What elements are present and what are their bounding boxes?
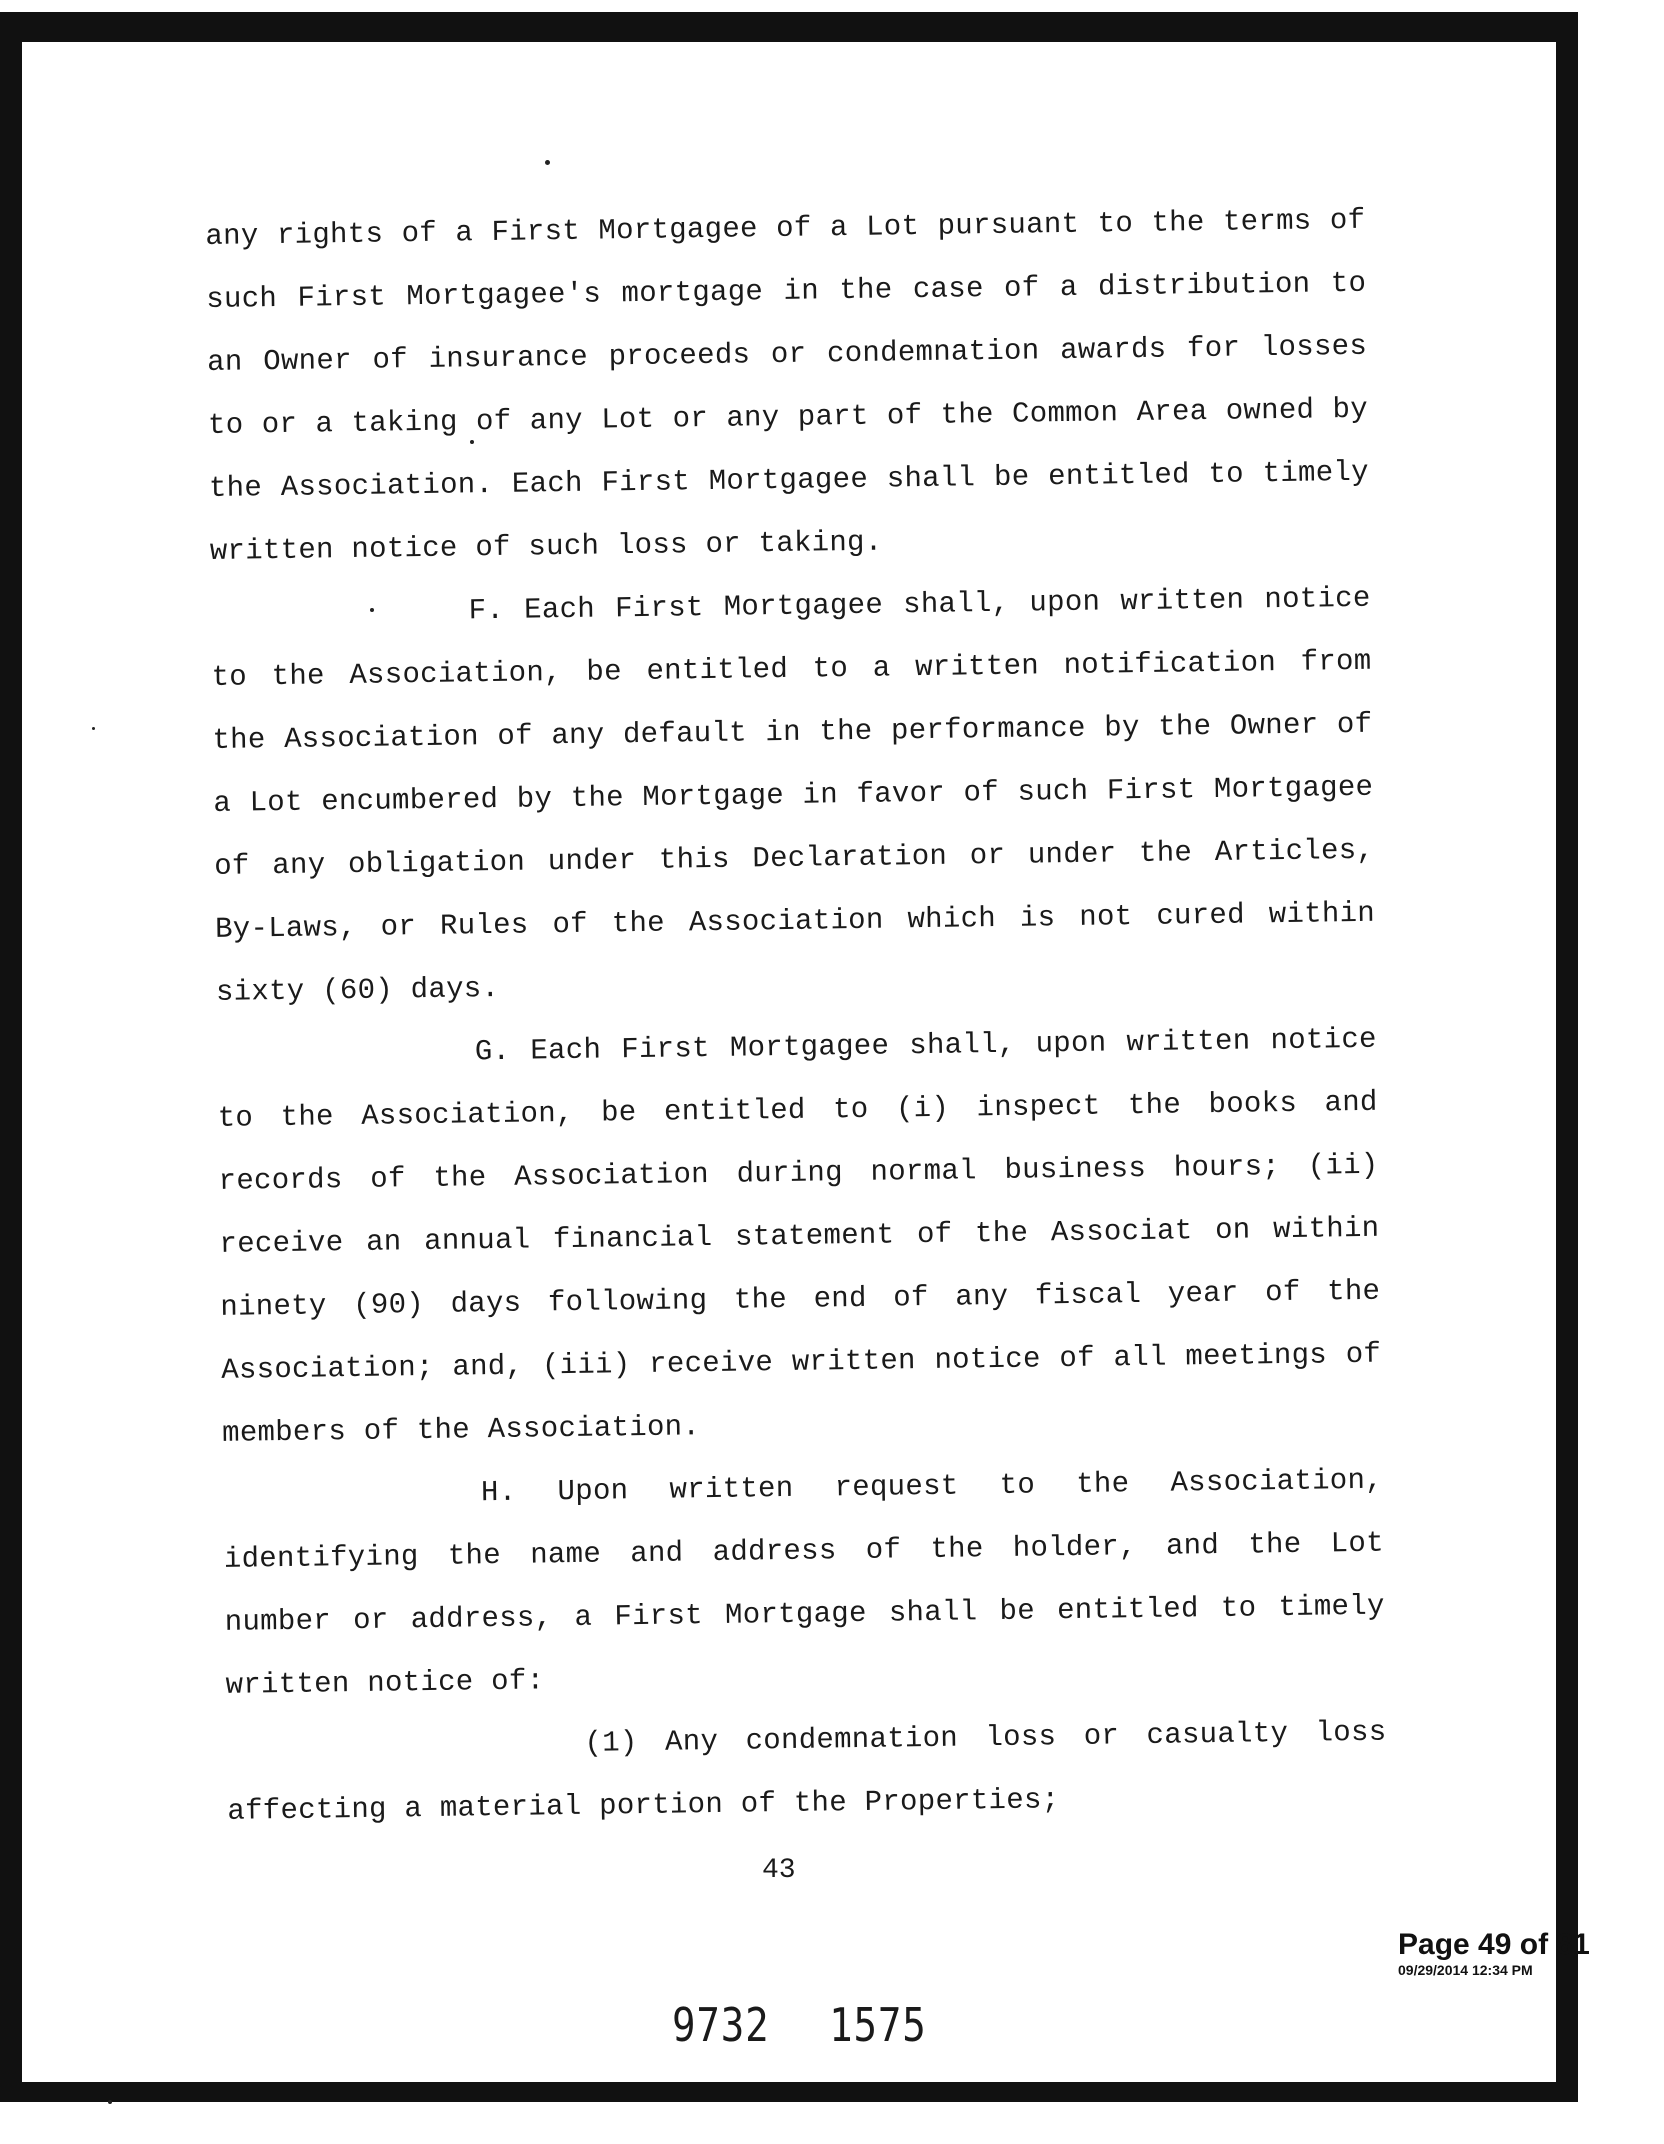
stamp-page-count: Page 49 of 81 [1398, 1928, 1590, 1961]
paragraph-continuation: any rights of a First Mortgagee of a Lot pursuant to the terms of such First Mortgagee's mortgage in the case of a distribution to an Owner of insurance proceeds or condemnation awards for losses to or a taking of any Lot or any part of the Common Area owned by the Association. Each First Mortgagee shall be entitled to timely written notice of such loss or taking. [205, 203, 1370, 568]
paragraph-section-h: H. Upon written request to the Association, identifying the name and address of the holder, and the Lot number or address, a First Mortgage shall be entitled to timely written notice of: [223, 1463, 1385, 1702]
document-body [205, 189, 1388, 1843]
recording-stamp [1398, 1928, 1590, 1978]
paragraph-item-1: (1) Any condemnation loss or casualty loss affecting a material portion of the Properties; [227, 1715, 1387, 1828]
paragraph-section-f: F. Each First Mortgagee shall, upon written notice to the Association, be entitled to a written notification from the Association of any default in the performance by the Owner of a Lot encumbered by the Mortgage in favor of such First Mortgagee of any obligation under this Declaration or under the Articles, By-Laws, or Rules of the Association which is not cured within sixty (60) days. [211, 581, 1376, 1009]
page-number: 43 [762, 1855, 796, 1886]
book-number: 9732 [672, 1998, 770, 2052]
book-page-number: 1575 [829, 1998, 927, 2052]
scan-speck [108, 2100, 112, 2104]
scan-speck [545, 160, 550, 165]
scan-speck [92, 727, 95, 730]
stamp-datetime: 09/29/2014 12:34 PM [1398, 1962, 1533, 1978]
paragraph-section-g: G. Each First Mortgagee shall, upon written notice to the Association, be entitled to (i) inspect the books and records of the Association during normal business hours; (ii) receive an annual financial statement of the Associat on within ninety (90) days following the end of any fiscal year of the Association; and, (iii) receive written notice of all meetings of members of the Association. [217, 1022, 1382, 1450]
book-page-reference [672, 1998, 927, 2052]
